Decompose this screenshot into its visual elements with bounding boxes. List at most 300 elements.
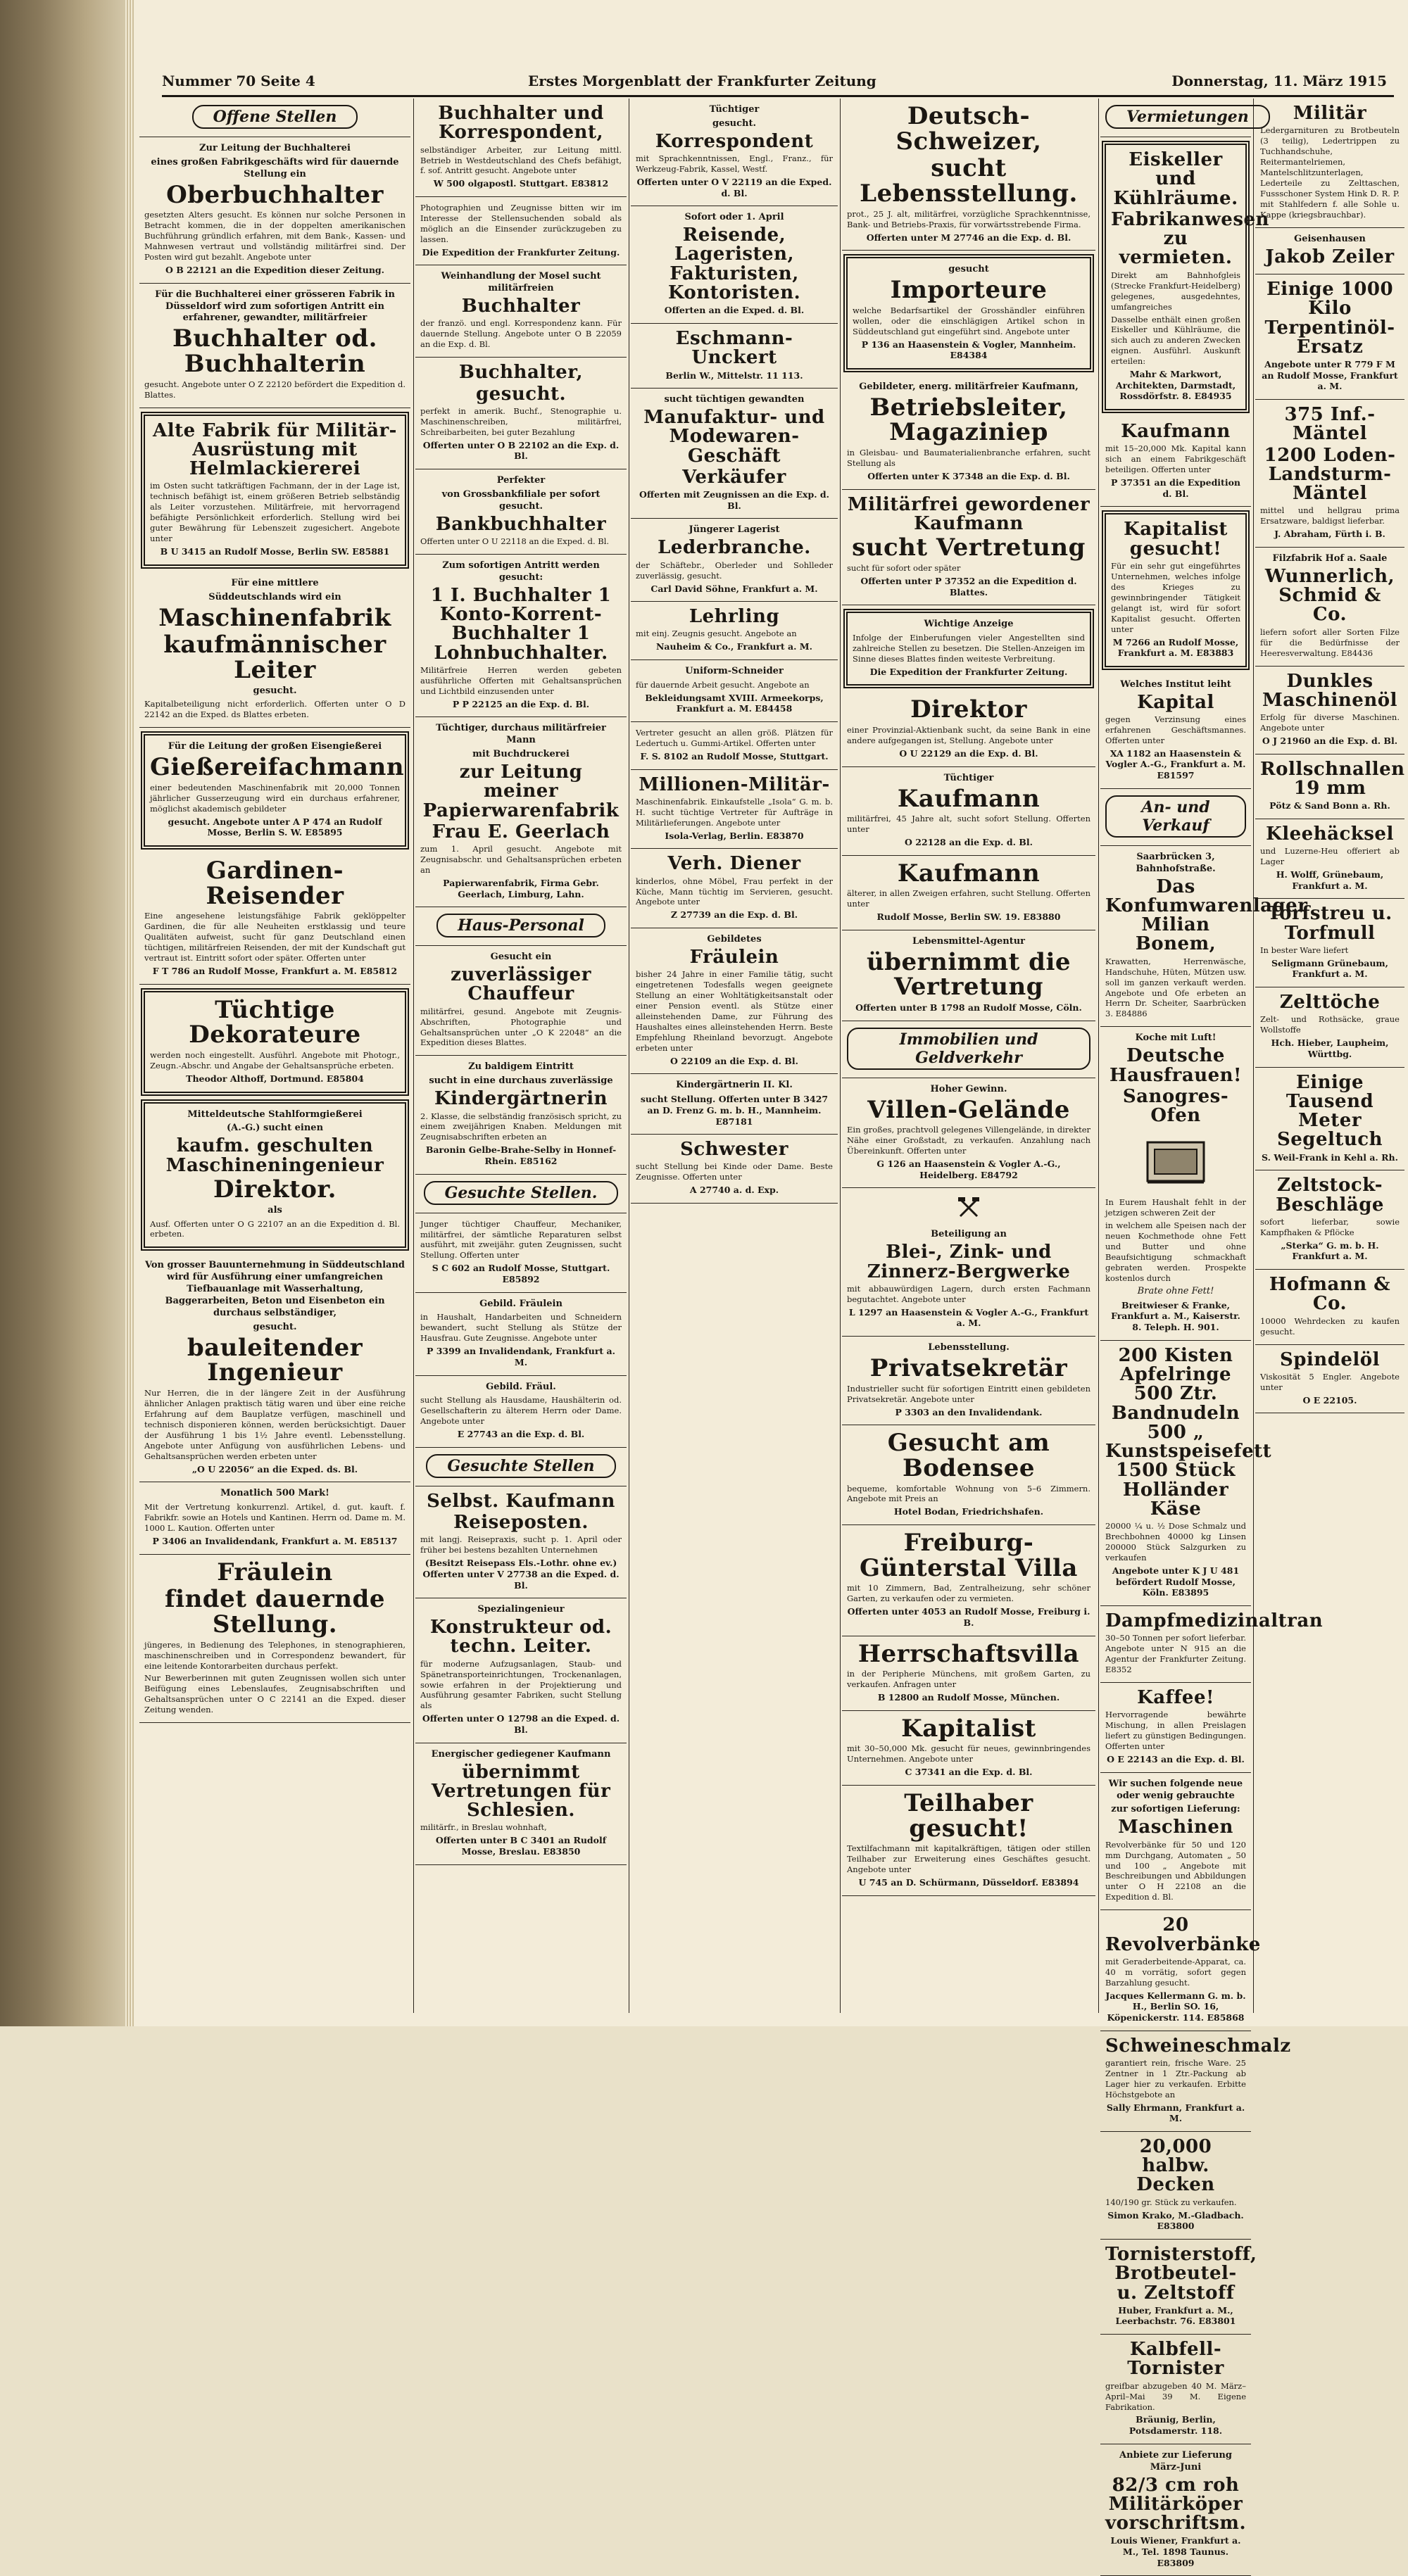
ad-headline: Zelttöche [1279, 992, 1381, 1014]
ad-reference: O U 22129 an die Exp. d. Bl. [899, 748, 1038, 759]
ad-headline: Einige Tausend Meter Segeltuch [1276, 1071, 1383, 1151]
classified-ad [631, 1074, 838, 1135]
ad-subheading: gesucht. [712, 118, 757, 129]
ad-subheading: Anbiete zur Lieferung März-Juni [1119, 2449, 1232, 2473]
ad-subheading: Energischer gediegener Kaufmann [431, 1748, 611, 1760]
ad-headline: Wunnerlich, Schmid & Co. [1264, 565, 1395, 626]
classified-ad [1100, 789, 1251, 846]
ad-subheading: gesucht. [253, 1321, 297, 1332]
ad-body-text: Krawatten, Herrenwäsche, Handschuhe, Hüten, Mützen usw. soll im ganzen verkauft werden. Angebote und Ofe erbeten an Herrn Dr. Scheiter, Saarbrücken 3. E84886 [1105, 956, 1246, 1019]
ad-reference: F T 786 an Rudolf Mosse, Frankfurt a. M. E85812 [152, 966, 398, 977]
ad-headline: Kleehäcksel [1266, 823, 1394, 845]
classified-ad [842, 490, 1095, 605]
ad-body-text: im Osten sucht tatkräftigen Fachmann, der in der Lage ist, technisch befähigt ist, einem größeren Betrieb selbständig als Leiter vorzustehen. Militärfreie, mit hervorragend befähigte Persönlichkeit erforderlich. Stellung wird bei guter Bewährung für Lebenszeit zugesichert. Angebote unter [150, 481, 400, 544]
ad-body-text: In bester Ware liefert [1260, 945, 1349, 955]
classified-ad [1102, 141, 1269, 413]
ad-body-text: Textilfachmann mit kapitalkräftigen, tätigen oder stillen Teilhaber zur Erweiterung eines Geschäftes gesucht. Angebote unter [847, 1843, 1090, 1875]
ad-headline: Reiseposten. [453, 1512, 589, 1534]
ad-body-text: sofort lieferbar, sowie Kampfhaken & Pflöcke [1260, 1216, 1400, 1237]
ad-reference: O E 22105. [1302, 1394, 1357, 1406]
ad-reference: H. Wolff, Grünebaum, Frankfurt a. M. [1276, 869, 1384, 891]
column-2 [415, 99, 627, 2013]
ad-reference: Theodor Althoff, Dortmund. E85804 [186, 1073, 364, 1084]
ad-subheading: Tüchtiger, durchaus militärfreier Mann [436, 723, 606, 746]
classified-ad [1255, 99, 1404, 228]
ad-headline: Importeure [890, 276, 1048, 305]
classified-ad [1100, 1773, 1251, 1911]
ad-subheading: Sofort oder 1. April [684, 212, 784, 223]
ad-body-text: Kapitalbeteiligung nicht erforderlich. Offerten unter O D 22142 an die Exped. ds Blattes erbeten. [144, 699, 406, 720]
ad-headline: Maschinen [1118, 1817, 1233, 1838]
classified-ad [1100, 674, 1251, 789]
ad-reference: U 745 an D. Schürmann, Düsseldorf. E83894 [858, 1877, 1079, 1888]
ad-reference: Offerten unter O B 22102 an die Exp. d. Bl. [422, 439, 620, 462]
classified-ad [843, 254, 1094, 372]
ad-subheading: Koche mit Luft! [1135, 1033, 1217, 1044]
classified-ad [415, 907, 627, 946]
classified-ad [1102, 510, 1250, 669]
hammer-pick-icon [957, 1196, 981, 1220]
classified-ad [415, 1213, 627, 1293]
ad-body-text: Photographien und Zeugnisse bitten wir im Interesse der Stellensuchenden sobald als möglich an die Einsender zurückzugeben zu lassen. [420, 203, 622, 244]
ad-reference: M 7266 an Rudolf Mosse, Frankfurt a. M. E83883 [1112, 636, 1239, 659]
classified-ad [1255, 987, 1404, 1067]
ad-headline: Herrschaftsvilla [857, 1639, 1080, 1668]
ad-subheading: Filzfabrik Hof a. Saale [1272, 553, 1388, 564]
ad-reference: Jacques Kellermann G. m. b. H., Berlin SO. 16, Köpenickerstr. 114. E85868 [1105, 1990, 1246, 2023]
ad-headline: Selbst. Kaufmann [427, 1490, 615, 1512]
ad-subheading: Süddeutschlands wird ein [208, 591, 341, 602]
ad-body-text: mit Geraderbeitende-Apparat, ca. 40 m vorrätig, sofort gegen Barzahlung gesucht. [1105, 1956, 1246, 1988]
ad-reference: S C 602 an Rudolf Mosse, Stuttgart. E85892 [432, 1263, 610, 1284]
column-3 [631, 99, 838, 2013]
ad-headline: Direktor [910, 695, 1027, 724]
ad-headline: Buchhalter od. Buchhalterin [172, 324, 377, 379]
ad-headline: Schweineschmalz [1105, 2035, 1291, 2057]
ad-body-text: Nur Herren, die in der längere Zeit in der Ausführung ähnlicher Anlagen praktisch tätig waren und über eine reiche Erfahrung auf dem Bauplatze verfügen, maschinell und technisch disponieren können, werden berücksichtigt. Dauer der Ausführung 1 bis 1½ Jahre eventl. Lebensstellung. Angebote unter Anfügung von ausführlichen Lebens- und Gehaltsansprüchen werden erbeten unter [144, 1388, 406, 1461]
ad-subheading: Tüchtiger [943, 772, 994, 783]
ad-subheading: Kindergärtnerin II. Kl. [676, 1080, 793, 1091]
section-banner: An- und Verkauf [1105, 795, 1246, 838]
classified-ad [1255, 1345, 1404, 1414]
ad-headline: Kapitalist gesucht! [1124, 519, 1228, 560]
ad-headline: Maschinenfabrik [158, 603, 391, 632]
ad-body-text: militärfr., in Breslau wohnhaft, [420, 1822, 547, 1833]
ad-headline: Buchhalter, [458, 362, 584, 384]
classified-ad [415, 1376, 627, 1448]
ad-body-text: Zelt- und Rothsäcke, graue Wollstoffe [1260, 1014, 1400, 1035]
classified-ad [1255, 1068, 1404, 1171]
ad-reference: F. S. 8102 an Rudolf Mosse, Stuttgart. [640, 750, 829, 762]
oven-illustration [1137, 1132, 1214, 1188]
classified-ad [842, 99, 1095, 251]
ad-subheading: Tüchtiger [709, 104, 760, 115]
ad-body-text: der Schäftebr., Oberleder und Sohlleder zuverlässig, gesucht. [636, 560, 833, 581]
ad-reference: gesucht. Angebote unter A P 474 an Rudolf Mosse, Berlin S. W. E85895 [168, 816, 382, 838]
ad-reference: Z 27739 an die Exp. d. Bl. [670, 909, 798, 921]
ad-headline: Tüchtige Dekorateure [189, 995, 361, 1049]
ad-body-text: 30–50 Tonnen per sofort lieferbar. Angebote unter N 915 an die Agentur der Frankfurter Zeitung. E8352 [1105, 1633, 1246, 1675]
classified-ad [415, 1486, 627, 1598]
ad-headline: Betriebsleiter, Magaziniер [869, 393, 1068, 447]
classified-ad [415, 197, 627, 265]
ad-reference: O B 22121 an die Expedition dieser Zeitung. [165, 265, 385, 276]
ad-reference: C 37341 an die Exp. d. Bl. [905, 1767, 1033, 1778]
ad-reference: E 27743 an die Exp. d. Bl. [457, 1429, 585, 1440]
ad-reference: Bräunig, Berlin, Potsdamerstr. 118. [1129, 2414, 1223, 2437]
ad-headline: Blei-, Zink- und Zinnerz-Bergwerke [867, 1242, 1071, 1282]
ad-reference: A 27740 a. d. Exp. [689, 1185, 779, 1196]
ad-subheading: sucht tüchtigen gewandten [664, 394, 805, 405]
classified-ad [141, 412, 409, 569]
ad-reference: Pötz & Sand Bonn a. Rh. [1269, 800, 1390, 812]
ad-reference: W 500 olgapostl. Stuttgart. E83812 [433, 178, 609, 189]
ad-headline: Villen-Gelände [867, 1095, 1070, 1124]
ad-body-text: Industrieller sucht für sofortigen Eintritt einen gebildeten Privatsekretär. Angebote unter [847, 1383, 1090, 1404]
ad-body-text: gegen Verzinsung eines erfahrenen Geschäftsmannes. Offerten unter [1105, 714, 1246, 745]
ad-body-text: werden noch eingestellt. Ausführl. Angebote mit Photogr., Zeugn.-Abschr. und Angabe der Gehaltsansprüche erbeten. [150, 1050, 400, 1071]
ad-reference: Hotel Bodan, Friedrichshafen. [893, 1506, 1044, 1517]
classified-ad [415, 1598, 627, 1743]
ad-subheading: Geisenhausen [1294, 233, 1366, 244]
section-banner: Offene Stellen [192, 105, 358, 129]
ad-headline: Buchhalter und Korrespondent, [438, 103, 604, 144]
issue-number: Nummer 70 Seite 4 [162, 72, 315, 89]
ad-headline: Millionen-Militär- [639, 774, 830, 795]
classified-ad [631, 660, 838, 722]
ad-body-text: bisher 24 Jahre in einer Familie tätig, sucht eingetretenen Todesfalls wegen geeignete Stellung an einer Wohltätigkeitsanstalt oder einer Pension eventl. als Stütze einer alleinstehenden Dame, zur Führung des Haushaltes eines alleinstehenden Herrn. Beste Empfehlung Rheinland bevorzugt. Angebote erbeten unter [636, 969, 833, 1053]
ad-body-text: militärfrei, 45 Jahre alt, sucht sofort Stellung. Offerten unter [847, 814, 1090, 835]
ad-body-text: kinderlos, ohne Möbel, Frau perfekt in der Küche, Mann tüchtig im Servieren, gesucht. Angebote unter [636, 876, 833, 907]
ad-reference: Offerten unter K 37348 an die Exp. d. Bl. [867, 471, 1070, 482]
classified-ad [415, 1293, 627, 1376]
classified-ad [631, 770, 838, 850]
ad-subheading: eines großen Fabrikgeschäfts wird für dauernde Stellung ein [151, 156, 399, 179]
classified-ad [415, 1175, 627, 1213]
ad-subheading: Saarbrücken 3, Bahnhofstraße. [1136, 851, 1216, 874]
section-banner: Haus-Personal [436, 914, 605, 937]
ad-body-text: perfekt in amerik. Buchf., Stenographie u. Maschinenschreiben, militärfrei, Schreibarbeiten, bei guter Bezahlung [420, 405, 622, 437]
classified-ad [1100, 2444, 1251, 2576]
classified-ad [1255, 819, 1404, 899]
classified-ad [415, 469, 627, 555]
classified-ad [631, 928, 838, 1074]
ad-reference: Die Expedition der Frankfurter Zeitung. [869, 666, 1068, 677]
ad-reference: Offerten an die Exped. d. Bl. [664, 305, 805, 316]
ad-body-text: Vertreter gesucht an allen größ. Plätzen für Ledertuch u. Gummi-Artikel. Offerten unter [636, 728, 833, 749]
column-6 [1255, 99, 1404, 2013]
classified-ad [1100, 2031, 1291, 2132]
classified-ad [415, 1743, 627, 1865]
ad-headline: Fabrikanwesen zu vermieten. [1111, 208, 1269, 269]
ad-reference: „Sterka“ G. m. b. H. Frankfurt a. M. [1281, 1239, 1379, 1262]
ad-body-text: greifbar abzugeben 40 M. März–April–Mai 39 M. Eigene Fabrikation. [1105, 2380, 1246, 2412]
ad-reference: P 3303 an den Invalidendank. [895, 1406, 1043, 1418]
ad-body-text: gesucht. Angebote unter O Z 22120 befördert die Expedition d. Blattes. [144, 379, 406, 400]
ad-body-text: mit langj. Reisepraxis, sucht p. 1. April oder früher bei bestens bezahlten Unternehmen [420, 1534, 622, 1555]
ad-headline: Direktor. [213, 1175, 337, 1204]
classified-ad [139, 137, 410, 284]
ad-subheading: Für eine mittlere [231, 577, 319, 588]
classified-ad [139, 99, 410, 137]
ad-reference: Offerten unter B 1798 an Rudolf Mosse, Cöln. [855, 1002, 1082, 1014]
newspaper-sheet [134, 0, 1408, 2568]
ad-headline: gesucht. [475, 383, 567, 405]
classified-ad [139, 572, 410, 728]
ad-headline: Deutsche Hausfrauen! [1110, 1045, 1242, 1086]
classified-ad [843, 609, 1094, 688]
ad-subheading: Gebild. Fräulein [479, 1298, 562, 1309]
ad-body-text: Ledergarnituren zu Brotbeuteln (3 teilig), Ledertrippen zu Tuchhandschuhe, Reitermantelriemen, Mantelschlitzunterlagen, Lederteile zu Zelttaschen, Fussschoner System Hink D. R. P. mit Stahlfedern f. alle Sohle u. Kappe (kriegsbrauchbar). [1260, 125, 1400, 220]
ad-reference: Baronin Gelbe-Brahe-Selby in Honnef-Rhein. E85162 [425, 1144, 617, 1166]
ad-subheading: Zu baldigem Eintritt [468, 1061, 574, 1073]
ad-reference: Angebote unter K J U 481 befördert Rudolf Mosse, Köln. E83895 [1112, 1565, 1240, 1598]
ad-reference: L 1297 an Haasenstein & Vogler A.-G., Frankfurt a. M. [848, 1306, 1089, 1329]
classified-ad [842, 856, 1095, 930]
ad-subheading: Welches Institut leiht [1120, 678, 1231, 690]
classified-ad [1100, 1027, 1251, 1340]
column-4 [842, 99, 1095, 2013]
ad-headline: Buchhalter [461, 296, 581, 317]
ad-reference: Offerten unter P 37352 an die Expedition d. Blattes. [860, 575, 1077, 598]
section-banner: Gesuchte Stellen [426, 1454, 615, 1478]
classified-ad [631, 519, 838, 602]
ad-subheading: Gesucht ein [490, 952, 552, 963]
ad-body-text: mit Sprachkenntnissen, Engl., Franz., für Werkzeug-Fabrik, Kassel, Westf. [636, 153, 833, 175]
ad-reference: Sally Ehrmann, Frankfurt a. M. [1106, 2102, 1245, 2124]
classified-ad [139, 1482, 410, 1554]
section-banner: Vermietungen [1105, 105, 1270, 129]
ad-headline: Gardinen-Reisender [206, 856, 344, 910]
ad-headline: Kalbfell-Tornister [1127, 2339, 1224, 2380]
ad-body-text: 2. Klasse, die selbständig französisch spricht, zu einem zweijährigen Knaben. Meldungen mit Zeugnisabschriften erbeten an [420, 1111, 622, 1142]
book-binding [0, 0, 134, 2026]
ad-headline: Kaufmann [897, 784, 1041, 813]
classified-ad [1255, 899, 1404, 987]
ad-body-text: Erfolg für diverse Maschinen. Angebote unter [1260, 712, 1400, 733]
ad-headline: 1 I. Buchhalter 1 Konto-Korrent-Buchhalter 1 Lohnbuchhalter. [430, 584, 612, 664]
ad-subheading: gesucht [948, 264, 989, 275]
ad-headline: Privatsekretär [869, 1353, 1068, 1382]
ad-reference: Huber, Frankfurt a. M., Leerbachstr. 76. E83801 [1115, 2304, 1236, 2327]
classified-ad [1100, 1910, 1261, 2031]
classified-ad [842, 1337, 1095, 1425]
ad-headline: Deutsch-Schweizer, [895, 102, 1042, 156]
ad-headline: Das Konfumwarenlager Milian Bonem, [1105, 876, 1308, 955]
ad-reference: sucht Stellung. Offerten unter B 3427 an D. Frenz G. m. b. H., Mannheim. E87181 [640, 1094, 829, 1127]
ad-reference: O E 22143 an die Exp. d. Bl. [1107, 1754, 1245, 1765]
ad-headline: Einige 1000 Kilo Terpentinöl-Ersatz [1264, 278, 1395, 358]
ad-reference: (Besitzt Reisepass Els.-Lothr. ohne ev.) Offerten unter V 27738 an die Exped. d. Bl. [422, 1558, 620, 1591]
classified-ad [415, 1056, 627, 1174]
ad-headline: Verkäufer [682, 466, 786, 488]
ad-subheading: Gebildeter, energ. militärfreier Kaufmann, [859, 381, 1079, 392]
classified-ad [1100, 1341, 1272, 1606]
ad-reference: Hch. Hieber, Laupheim, Württbg. [1271, 1037, 1389, 1059]
ad-reference: S. Weil-Frank in Kehl a. Rh. [1262, 1151, 1398, 1163]
ad-headline: Verh. Diener [667, 853, 801, 875]
ad-headline: Dunkles Maschinenöl [1262, 670, 1397, 711]
ad-reference: Offerten unter O 12798 an die Exped. d. Bl. [422, 1713, 620, 1735]
ad-headline: Gesucht am Bodensee [887, 1429, 1050, 1482]
classified-ad [1255, 274, 1404, 400]
classified-ad [842, 1188, 1095, 1337]
ad-headline: Kaufmann [1121, 421, 1231, 443]
ad-headline: Lederbranche. [658, 537, 811, 559]
ad-body-text: Für ein sehr gut eingeführtes Unternehmen, welches infolge des Krieges zu gewinnbringender Tätigkeit gelangt ist, wird für sofort Kapitalist gesucht. Offerten unter [1111, 561, 1240, 634]
ad-body-text: sucht Stellung bei Kinde oder Dame. Beste Zeugnisse. Offerten unter [636, 1161, 833, 1182]
ad-headline: Sanogres-Ofen [1122, 1085, 1229, 1127]
ad-headline: Teilhaber gesucht! [904, 1788, 1033, 1843]
ad-subheading: Beteiligung an [931, 1229, 1007, 1240]
ad-subheading: Monatlich 500 Mark! [220, 1488, 329, 1499]
ad-body-text: mit 15–20,000 Mk. Kapital kann sich an einem Fabrikgeschäft beteiligen. Offerten unter [1105, 443, 1246, 475]
ad-reference: Louis Wiener, Frankfurt a. M., Tel. 1898 Taunus. E83809 [1110, 2535, 1241, 2568]
classified-ad [415, 99, 627, 197]
ad-headline: übernimmt die Vertretung [867, 947, 1071, 1002]
ad-body-text: Revolverbänke für 50 und 120 mm Durchgang, Automaten „ 50 und 100 „ Angebote mit Beschreibungen und Abbildungen unter O H 22108 an die Expedition d. Bl. [1105, 1839, 1246, 1902]
ad-headline: findet dauernde Stellung. [165, 1585, 385, 1639]
ad-headline: 375 Inf.-Mäntel [1284, 403, 1376, 445]
classified-ad [1255, 1170, 1404, 1270]
ad-headline: Eiskeller und Kühlräume. [1113, 149, 1238, 209]
section-banner: Immobilien und Geldverkehr [847, 1028, 1090, 1070]
ad-headline: Freiburg-Günterstal Villa [860, 1529, 1078, 1582]
ad-reference: Offerten unter 4053 an Rudolf Mosse, Freiburg i. B. [847, 1606, 1090, 1628]
ad-headline: kaufm. geschulten Maschineningenieur [165, 1135, 384, 1176]
classified-ad [1255, 1270, 1404, 1344]
ad-headline: Kapitalist [901, 1714, 1036, 1743]
ad-body-text: selbständiger Arbeiter, zur Leitung mittl. Betrieb in Westdeutschland des Chefs befähigt, f. sof. Antritt gesucht. Angebote unter [420, 144, 622, 176]
ad-body-text: 20000 ¼ u. ½ Dose Schmalz und Brechbohnen 40000 kg Linsen 200000 Stück Salzgurken zu verkaufen [1105, 1521, 1246, 1563]
ad-caption: Brate ohne Fett! [1137, 1285, 1214, 1296]
classified-ad [842, 1078, 1095, 1189]
classified-ad [842, 1425, 1095, 1525]
ad-headline: Tornisterstoff, Brotbeutel- u. Zeltstoff [1105, 2243, 1257, 2304]
ad-headline: Kapital [1137, 691, 1214, 713]
classified-ad [141, 988, 409, 1096]
ad-body-text: Eine angesehene leistungsfähige Fabrik geklöppelter Gardinen, die für alle Neuheiten erstklassig und teure Qualitäten aufweist, sucht für ganz Deutschland einen tüchtigen, militärfreien Reisenden, der mit der Kundschaft gut vertraut ist. Eintritt sofort oder später. Offerten unter [144, 911, 406, 964]
classified-ad [415, 555, 627, 717]
ad-reference: G 126 an Haasenstein & Vogler A.-G., Heidelberg. E84792 [876, 1158, 1061, 1180]
ad-headline: Eschmann-Unckert [675, 327, 793, 369]
ad-body-text: mit 10 Zimmern, Bad, Zentralheizung, sehr schöner Garten, zu verkaufen oder zu vermieten. [847, 1583, 1090, 1604]
classified-ad [1100, 2240, 1257, 2335]
classified-ad [139, 853, 410, 985]
classified-ad [141, 1099, 409, 1251]
classified-ad [1255, 400, 1404, 548]
ad-headline: Dampfmedizinaltran [1105, 1610, 1324, 1631]
page-header [162, 72, 1387, 92]
ad-body-text: Nur Bewerberinnen mit guten Zeugnissen wollen sich unter Beifügung eines Lebenslaufes, Zeugnisabschriften und Gehaltsansprüchen unter O C 22141 an die Exped. dieser Zeitung wenden. [144, 1673, 406, 1715]
ad-reference: XA 1182 an Haasenstein & Vogler A.-G., Frankfurt a. M. E81597 [1105, 747, 1246, 781]
header-rule [162, 95, 1394, 97]
classified-ad [842, 376, 1095, 490]
ad-body-text: In Eurem Haushalt fehlt in der jetzigen schweren Zeit der [1105, 1197, 1246, 1218]
ad-body-text: einer bedeutenden Maschinenfabrik mit 20,000 Tonnen jährlicher Gusserzeugung wird ein durchaus erfahrener, möglichst akademisch gebildeter [150, 782, 400, 814]
ad-headline: übernimmt Vertretungen für Schlesien. [431, 1761, 611, 1821]
ad-reference: P 136 an Haasenstein & Vogler, Mannheim. E84384 [861, 339, 1076, 361]
classified-ad [141, 731, 409, 850]
ad-reference: O 22109 an die Exp. d. Bl. [670, 1055, 798, 1066]
ad-body-text: mit abbauwürdigen Lagern, durch ersten Fachmann begutachtet. Angebote unter [847, 1283, 1090, 1304]
ad-subheading: Gebildetes [707, 934, 762, 945]
ad-subheading: Perfekter [496, 474, 546, 486]
ad-subheading: Für die Leitung der großen Eisengießerei [168, 741, 382, 752]
classified-ad [631, 849, 838, 928]
ad-body-text: in Haushalt, Handarbeiten und Schneidern bewandert, sucht Stellung als Stütze der Hausfrau. Gute Zeugnisse. Angebote unter [420, 1312, 622, 1344]
ad-body-text: prot., 25 J. alt, militärfrei, vorzügliche Sprachkenntnisse, Bank- und Betriebs-Praxis, für vorwärtsstrebende Firma. [847, 208, 1090, 229]
classified-ad [139, 1555, 410, 1724]
ad-headline: Kaffee! [1137, 1687, 1214, 1709]
classified-ad [139, 1254, 410, 1482]
ad-subheading: mit Buchdruckerei [472, 749, 570, 760]
ad-subheading: Uniform-Schneider [685, 666, 784, 676]
ad-reference: O 22128 an die Exp. d. Bl. [905, 837, 1033, 848]
ad-subheading: Für die Buchhalterei einer grösseren Fabrik in Düsseldorf wird zum sofortigen Antritt ein erfahrener, gewandter, militärfreier [155, 289, 395, 324]
ad-subheading: sucht in eine durchaus zuverlässige [429, 1075, 613, 1087]
ad-headline: zuverlässiger Chauffeur [451, 964, 591, 1005]
classified-ad [842, 1525, 1095, 1636]
ad-body-text: bequeme, komfortable Wohnung von 5–6 Zimmern. Angebote mit Preis an [847, 1483, 1090, 1504]
ad-body-text: in welchem alle Speisen nach der neuen Kochmethode ohne Fett und Butter und ohne Beaufsichtigung schmackhaft gebraten werden. Prospekte kostenlos durch [1105, 1220, 1246, 1283]
ad-headline: Torfstreu u. Torfmull [1267, 903, 1393, 944]
classified-ad [415, 946, 627, 1056]
ad-headline: Reisende, Lageristen, Fakturisten, Kontoristen. [667, 225, 801, 303]
classified-ad [415, 1448, 627, 1486]
ad-headline: 82/3 cm roh Militärköper vorschriftsm. [1105, 2474, 1246, 2534]
ad-body-text: militärfrei, gesund. Angebote mit Zeugnis-Abschriften, Photographie und Gehaltsansprüchen unter „O K 22048“ an die Expedition dieses Blattes. [420, 1006, 622, 1048]
ad-body-text: zum 1. April gesucht. Angebote mit Zeugnisabschr. und Gehaltsansprüchen erbeten an [420, 844, 622, 875]
ad-headline: Lehrling [689, 606, 780, 628]
classified-ad [139, 284, 410, 408]
classified-ad [842, 930, 1095, 1021]
ad-body-text: in der Peripherie Münchens, mit großem Garten, zu verkaufen. Anfragen unter [847, 1669, 1090, 1690]
ad-headline: Kaufmann [897, 859, 1041, 888]
ad-body-text: Junger tüchtiger Chauffeur, Mechaniker, militärfrei, der sämtliche Reparaturen selbst ausführt, mit zweijähr. guten Zeugnissen, sucht Stellung. Offerten unter [420, 1218, 622, 1261]
ad-body-text: Militärfreie Herren werden gebeten ausführliche Offerten mit Gehaltsansprüchen und Lichtbild einzusenden unter [420, 664, 622, 696]
ad-reference: P P 22125 an die Exp. d. Bl. [452, 698, 590, 709]
ad-headline: Militärfrei gewordener Kaufmann [847, 493, 1090, 534]
classified-ad [842, 767, 1095, 856]
ad-reference: Nauheim & Co., Frankfurt a. M. [656, 641, 812, 652]
classified-ad [842, 1021, 1095, 1078]
ad-reference: Rudolf Mosse, Berlin SW. 19. E83880 [876, 911, 1061, 923]
ad-subheading: Zum sofortigen Antritt werden gesucht: [442, 560, 600, 583]
ad-reference: Bekleidungsamt XVIII. Armeekorps, Frankfurt a. M. E84458 [645, 692, 824, 714]
ad-body-text: garantiert rein, frische Ware. 25 Zentner in 1 Ztr.-Packung ab Lager hier zu verkaufen. Erbitte Höchstgebote an [1105, 2057, 1246, 2100]
classified-ad [1100, 2335, 1251, 2444]
classified-ad [1100, 1683, 1251, 1773]
ad-body-text: Hervorragende bewährte Mischung, in allen Preislagen liefert zu günstigen Bedingungen. Offerten unter [1105, 1710, 1246, 1752]
ad-body-text: sucht Stellung als Hausdame, Haushälterin od. Gesellschafterin zu älterem Herrn oder Dame. Angebote unter [420, 1395, 622, 1427]
ad-subheading: Jüngerer Lagerist [689, 524, 780, 536]
ad-reference: Mahr & Markwort, Architekten, Darmstadt, Rossdörfstr. 8. E84935 [1115, 369, 1236, 402]
ad-subheading: (A.-G.) sucht einen [226, 1123, 324, 1134]
ad-reference: Offerten unter M 27746 an die Exp. d. Bl. [866, 232, 1071, 243]
ad-subheading: Wichtige Anzeige [924, 619, 1014, 630]
ad-subheading: Spezialingenieur [477, 1604, 565, 1615]
classified-ad [1255, 548, 1404, 667]
ad-reference: Berlin W., Mittelstr. 11 113. [665, 370, 803, 381]
ad-body-text: Ein großes, prachtvoll gelegenes Villengelände, in direkter Nähe einer Großstadt, zu verkaufen. Anzahlung nach Übereinkunft. Offerten unter [847, 1125, 1090, 1156]
ad-headline: Fräulein [217, 1558, 333, 1586]
ad-headline: bauleitender Ingenieur [187, 1333, 363, 1387]
ad-subheading: Wir suchen folgende neue oder wenig gebrauchte [1108, 1778, 1243, 1801]
ad-body-text: Offerten unter O U 22118 an die Exped. d. Bl. [420, 536, 610, 546]
column-divider [1098, 99, 1099, 2013]
ad-subheading: Weinhandlung der Mosel sucht militärfreien [441, 271, 601, 294]
